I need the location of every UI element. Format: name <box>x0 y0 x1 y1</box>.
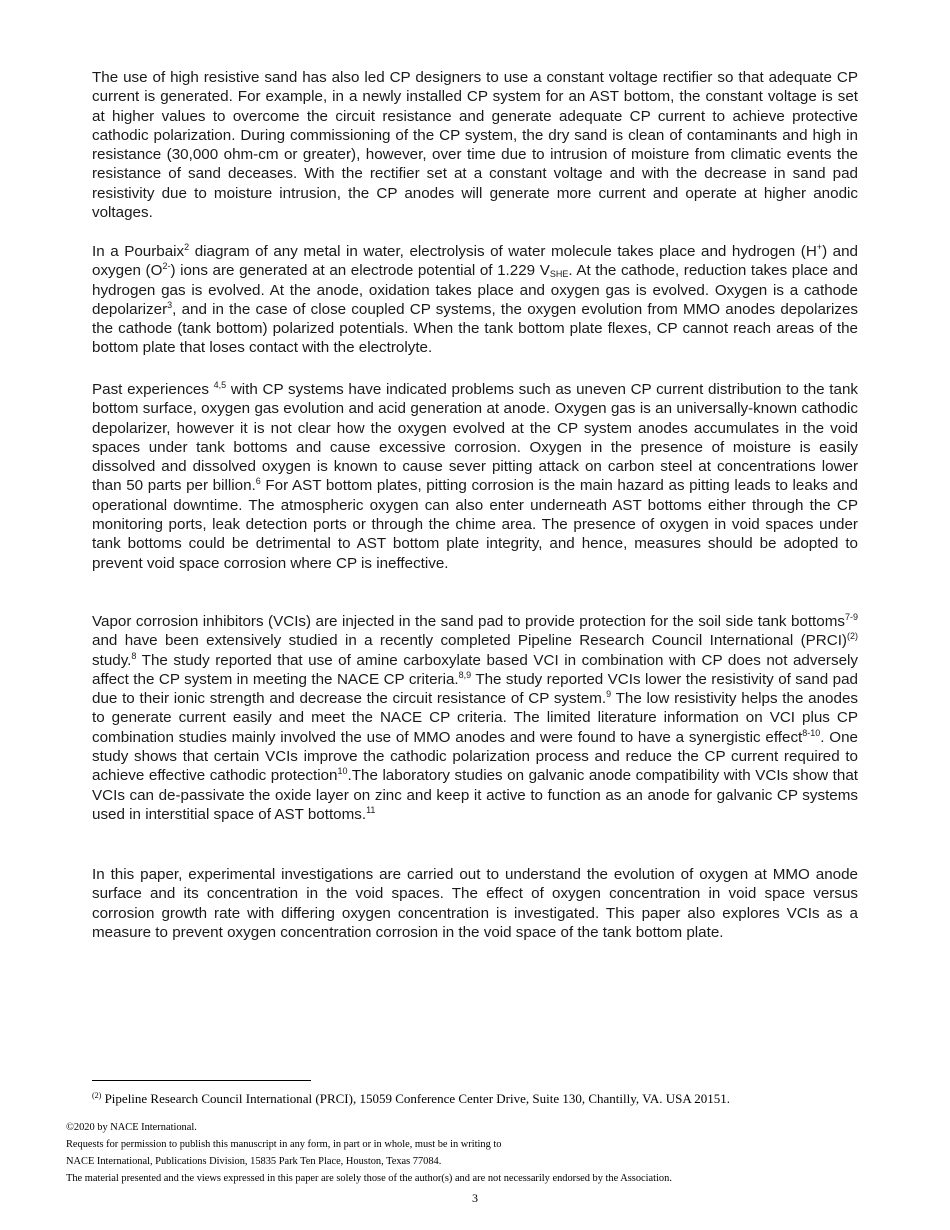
paragraph-rectifier <box>92 68 858 222</box>
permission-line: Requests for permission to publish this manuscript in any form, in part or in whole, must be in writing to <box>66 1139 502 1150</box>
text-run: ) ions are generated at an electrode potential of 1.229 V <box>170 262 550 280</box>
text-run: . At the cathode, reduction takes place and hydrogen gas is evolved. At the anode, oxidation takes place and oxygen gas is evolved. Oxygen is a cathode depolarizer <box>92 262 858 318</box>
citation-superscript: 10 <box>337 766 348 777</box>
citation-superscript: 11 <box>366 804 376 815</box>
text-run: The low resistivity helps the anodes to generate current easily and meet the NACE CP criteria. The limited literature information on VCI plus CP combination studies mainly involved the use of MMO anodes and were found to have a synergistic effect <box>92 690 858 746</box>
citation-superscript: 8 <box>131 650 137 661</box>
footnote <box>92 1090 892 1107</box>
paragraph-past-experiences <box>92 380 858 573</box>
footnote-text: Pipeline Research Council International (PRCI), 15059 Conference Center Drive, Suite 130, Chantilly, VA. USA 20151. <box>101 1091 731 1106</box>
citation-superscript: 8-10 <box>802 727 821 738</box>
page-number: 3 <box>472 1191 478 1205</box>
text-run: In a Pourbaix <box>92 243 185 260</box>
citation-superscript: 9 <box>606 689 612 700</box>
paragraph-text: In this paper, experimental investigations are carried out to understand the evolution of oxygen at MMO anode surface and its concentration in the void spaces. The effect of oxygen concentration in void space versus corrosion growth rate with differing oxygen concentration is investigated. This paper also explores VCIs as a measure to prevent oxygen concentration corrosion in the void space of the tank bottom plate. <box>92 866 858 941</box>
citation-superscript: 8,9 <box>458 669 472 680</box>
text-run: with CP systems have indicated problems such as uneven CP current distribution to the tank bottom surface, oxygen gas evolution and acid generation at anode. Oxygen gas is an universally-known cathodic depolarizer, however it is not clear how the oxygen evolved at the CP system anodes accumulates in the void spaces under tank bottoms and cause excessive corrosion. Oxygen in the presence of moisture is easily dissolved and dissolved oxygen is known to cause sever pitting attack on carbon steel at concentrations lower than 50 parts per billion. <box>92 381 858 495</box>
text-run: Past experiences <box>92 381 214 398</box>
text-run: ) and oxygen (O <box>92 243 859 280</box>
citation-superscript: 6 <box>255 476 261 487</box>
copyright-line: ©2020 by NACE International. <box>66 1122 197 1133</box>
footnote-reference: (2) <box>847 631 858 642</box>
text-run: diagram of any metal in water, electrolysis of water molecule takes place and hydrogen (H <box>189 243 817 260</box>
charge-superscript: 2- <box>162 261 171 272</box>
text-run: For AST bottom plates, pitting corrosion is the main hazard as pitting leads to leaks and operational downtime. The atmospheric oxygen can also enter underneath AST bottoms either through the CP monitoring ports, leak detection ports or through the chime area. The presence of oxygen in void spaces under tank bottoms could be detrimental to AST bottom plate integrity, and hence, measures should be adopted to prevent void space corrosion where CP is ineffective. <box>92 477 858 572</box>
citation-superscript: 2 <box>184 242 190 252</box>
paragraph-this-paper <box>92 865 858 942</box>
paragraph-vci <box>92 612 858 824</box>
text-run: , and in the case of close coupled CP systems, the oxygen evolution from MMO anodes depolarizes the cathode (tank bottom) polarized potentials. When the tank bottom plate flexes, CP cannot reach areas of the bottom plate that loses contact with the electrolyte. <box>92 300 858 357</box>
paragraph-pourbaix <box>92 242 858 358</box>
text-run: . One study shows that certain VCIs improve the cathodic polarization process and reduce the CP current required to achieve effective cathodic protection <box>92 728 858 785</box>
citation-superscript: 7-9 <box>844 612 858 622</box>
charge-superscript: + <box>816 242 823 252</box>
footnote-divider <box>92 1080 311 1081</box>
text-run: Vapor corrosion inhibitors (VCIs) are injected in the sand pad to provide protection for the soil side tank bottoms <box>92 613 845 630</box>
citation-superscript: 3 <box>167 299 173 310</box>
text-run: study. <box>92 651 132 669</box>
unit-subscript: SHE <box>549 269 569 280</box>
disclaimer-line: The material presented and the views expressed in this paper are solely those of the author(s) and are not necessarily endorsed by the Association. <box>66 1173 672 1184</box>
text-run: The study reported that use of amine carboxylate based VCI in combination with CP does not adversely affect the CP system in meeting the NACE CP criteria. <box>92 651 858 688</box>
text-run: The study reported VCIs lower the resistivity of sand pad due to their ionic strength and decrease the circuit resistance of CP system. <box>92 670 859 708</box>
text-run: .The laboratory studies on galvanic anode compatibility with VCIs show that VCIs can de-passivate the oxide layer on zinc and keep it active to function as an anode for galvanic CP systems used in interstitial space of AST bottoms. <box>92 767 858 823</box>
text-run: and have been extensively studied in a recently completed Pipeline Research Council International (PRCI) <box>92 632 847 650</box>
footnote-marker: (2) <box>92 1091 102 1100</box>
address-line: NACE International, Publications Division, 15835 Park Ten Place, Houston, Texas 77084. <box>66 1156 442 1167</box>
paragraph-text: The use of high resistive sand has also led CP designers to use a constant voltage rectifier so that adequate CP current is generated. For example, in a newly installed CP system for an AST bottom, the constant voltage is set at higher values to overcome the circuit resistance and generate adequate CP current to achieve protective cathodic polarization. During commissioning of the CP system, the dry sand is clean of contaminants and high in resistance (30,000 ohm-cm or greater), however, over time due to intrusion of moisture from climatic events the resistance of sand deceases. With the rectifier set at a constant voltage and with the decrease in sand pad resistivity due to moisture intrusion, the CP anodes will generate more current and operate at higher anodic voltages. <box>92 69 858 222</box>
citation-superscript: 4,5 <box>213 380 227 390</box>
